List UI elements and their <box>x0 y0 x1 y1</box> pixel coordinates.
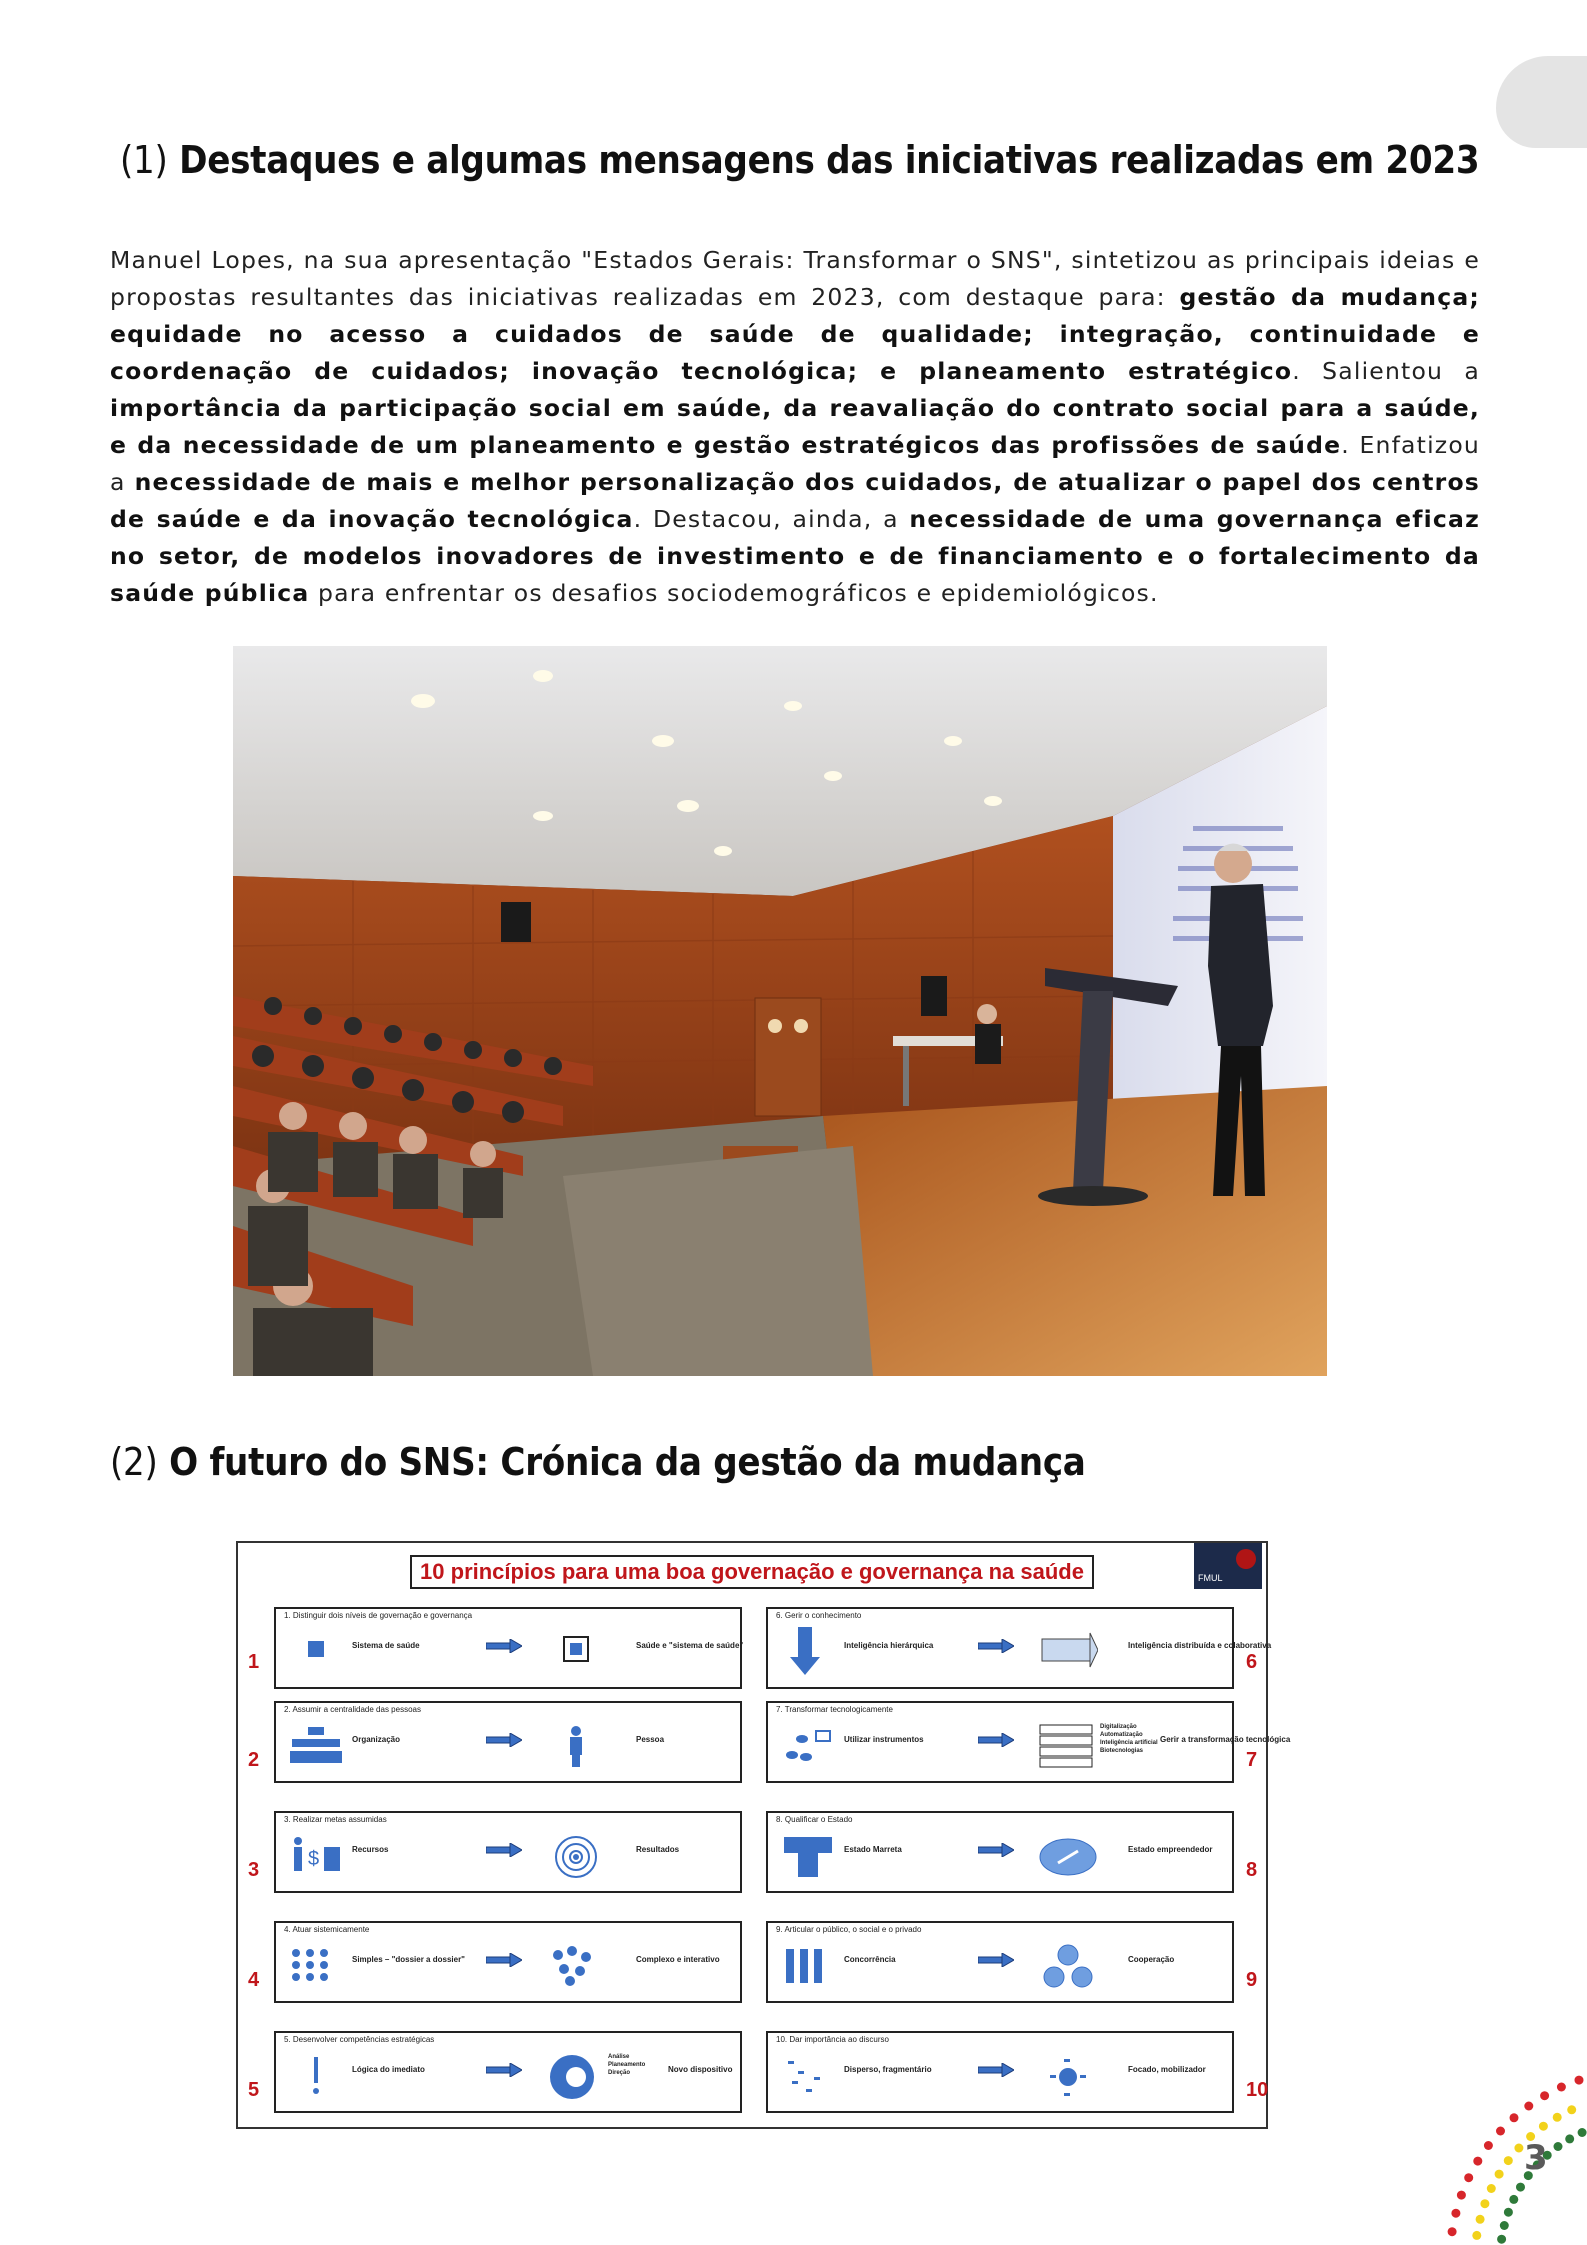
principle-from-label: Sistema de saúde <box>352 1641 420 1650</box>
page-number: 3 <box>1524 2138 1548 2178</box>
decorative-dot <box>1554 2142 1563 2151</box>
principle-number: 6 <box>1246 1651 1258 1673</box>
principle-box-8 <box>766 1811 1234 1893</box>
principle-number: 8 <box>1246 1859 1258 1881</box>
principle-left-icon <box>778 1721 838 1771</box>
section-2-title: O futuro do SNS: Crónica da gestão da mudança <box>169 1440 1086 1484</box>
section-1-number: (1) <box>120 138 168 182</box>
decorative-dotted-arcs <box>1400 1990 1587 2245</box>
principle-number: 10 <box>1246 2079 1269 2101</box>
principle-number: 3 <box>248 1859 260 1881</box>
principle-detail-item: Direção <box>608 2070 631 2076</box>
arrow-right-icon <box>978 2063 1014 2077</box>
principle-to-label: Novo dispositivo <box>668 2065 733 2074</box>
principles-diagram <box>236 1541 1291 2129</box>
principle-detail-item: Digitalização <box>1100 1724 1137 1730</box>
decorative-dot <box>1539 2122 1548 2131</box>
decorative-dot <box>1451 2209 1460 2218</box>
principle-title: 10. Dar importância ao discurso <box>776 2035 889 2044</box>
principle-to-label: Cooperação <box>1128 1955 1175 1964</box>
arrow-right-icon <box>486 1639 522 1653</box>
principle-title: 7. Transformar tecnologicamente <box>776 1705 893 1714</box>
principle-left-icon <box>778 2051 838 2101</box>
principle-detail-item: Automatização <box>1100 1732 1143 1738</box>
decorative-dot <box>1496 2127 1505 2136</box>
principle-from-label: Recursos <box>352 1845 389 1854</box>
principle-left-icon <box>286 1721 346 1771</box>
principle-right-icon <box>546 1941 606 1991</box>
arrow-right-icon <box>978 1733 1014 1747</box>
paragraph-run: . Destacou, ainda, a <box>633 505 910 533</box>
decorative-dot <box>1487 2184 1496 2193</box>
principle-to-label: Pessoa <box>636 1735 665 1744</box>
conference-photo <box>233 646 1327 1376</box>
principle-to-label: Focado, mobilizador <box>1128 2065 1206 2074</box>
principle-from-label: Concorrência <box>844 1955 896 1964</box>
decorative-dot <box>1480 2199 1489 2208</box>
decorative-dot <box>1524 2102 1533 2111</box>
decorative-dot <box>1510 2113 1519 2122</box>
principle-number: 2 <box>248 1749 260 1771</box>
conference-photo-illustration <box>233 646 1327 1376</box>
decorative-dot <box>1464 2173 1473 2182</box>
paragraph-run: . Salientou a <box>1292 357 1481 385</box>
decorative-dot <box>1553 2113 1562 2122</box>
principle-left-icon <box>286 1941 346 1991</box>
principle-box-4 <box>274 1921 742 2003</box>
principle-detail-list <box>1100 1723 1158 1755</box>
arrow-right-icon <box>978 1639 1014 1653</box>
principle-left-icon <box>286 1831 346 1881</box>
principle-to-label: Estado empreendedor <box>1128 1845 1213 1854</box>
principle-right-icon <box>546 1627 606 1677</box>
principle-to-label: Complexo e interativo <box>636 1955 720 1964</box>
principle-box-2 <box>274 1701 742 1783</box>
principle-title: 5. Desenvolver competências estratégicas <box>284 2035 435 2044</box>
principle-from-label: Disperso, fragmentário <box>844 2065 932 2074</box>
decorative-dot <box>1567 2105 1576 2114</box>
decorative-dot <box>1495 2170 1504 2179</box>
principle-box-6 <box>766 1607 1272 1689</box>
section-2-number: (2) <box>110 1440 158 1484</box>
decorative-dot <box>1497 2235 1506 2244</box>
principle-from-label: Simples – "dossier a dossier" <box>352 1955 465 1964</box>
paragraph-run: para enfrentar os desafios sociodemográficos e epidemiológicos. <box>309 579 1159 607</box>
principle-right-icon <box>1038 1831 1098 1881</box>
decorative-dot <box>1516 2183 1525 2192</box>
principle-from-label: Lógica do imediato <box>352 2065 425 2074</box>
principle-right-icon <box>1038 1721 1098 1771</box>
principle-from-label: Inteligência hierárquica <box>844 1641 934 1650</box>
principle-title: 9. Articular o público, o social e o privado <box>776 1925 922 1934</box>
principle-number: 4 <box>248 1969 260 1991</box>
decorative-dot <box>1575 2076 1584 2085</box>
principle-detail-list <box>608 2053 645 2077</box>
corner-tab-decoration <box>1496 56 1587 148</box>
arrow-right-icon <box>486 1953 522 1967</box>
arrow-right-icon <box>486 1843 522 1857</box>
principle-left-icon <box>286 2051 346 2101</box>
decorative-dot <box>1500 2221 1509 2230</box>
paragraph-run: . Enfatizou a <box>110 431 1481 496</box>
decorative-dot <box>1448 2227 1457 2236</box>
decorative-dot <box>1472 2231 1481 2240</box>
principle-left-icon <box>778 1627 838 1677</box>
principle-number: 5 <box>248 2079 260 2101</box>
principle-title: 3. Realizar metas assumidas <box>284 1815 387 1824</box>
principle-from-label: Utilizar instrumentos <box>844 1735 924 1744</box>
decorative-dot <box>1557 2083 1566 2092</box>
decorative-dot <box>1565 2134 1574 2143</box>
principle-number: 1 <box>248 1651 260 1673</box>
paragraph-run: Manuel Lopes, na sua apresentação "Estados Gerais: Transformar o SNS", sintetizou as principais ideias e propostas resultantes das iniciativas realizadas em 2023, com destaque para: <box>110 246 1480 311</box>
svg-text:$: $ <box>308 1848 320 1870</box>
arrow-right-icon <box>978 1953 1014 1967</box>
principle-detail-item: Planeamento <box>608 2062 646 2068</box>
principle-box-10 <box>766 2031 1234 2113</box>
decorative-dot <box>1473 2157 1482 2166</box>
decorative-dot <box>1504 2156 1513 2165</box>
section-2-heading <box>110 1440 1086 1484</box>
principle-to-label: Saúde e "sistema de saúde" <box>636 1641 744 1650</box>
section-1-title: Destaques e algumas mensagens das iniciativas realizadas em 2023 <box>179 138 1480 182</box>
principle-detail-item: Biotecnologias <box>1100 1748 1144 1754</box>
paragraph-bold-run: necessidade de mais e melhor personalização dos cuidados, de atualizar o papel dos centros de saúde e da inovação tecnológica <box>110 468 1480 533</box>
decorative-dot <box>1578 2128 1587 2137</box>
principle-box-3 <box>274 1811 742 1893</box>
decorative-dot <box>1457 2191 1466 2200</box>
section-1-heading <box>120 138 1479 182</box>
diagram-title: 10 princípios para uma boa governação e governança na saúde <box>410 1555 1094 1589</box>
paragraph-bold-run: importância da participação social em saúde, da reavaliação do contrato social para a saúde, e da necessidade de um planeamento e gestão estratégicos das profissões de saúde <box>110 394 1480 459</box>
decorative-dot <box>1484 2141 1493 2150</box>
principle-detail-item: Inteligência artificial <box>1100 1740 1158 1746</box>
principle-right-icon <box>1038 1627 1098 1677</box>
decorative-dot <box>1509 2195 1518 2204</box>
decorative-dot <box>1504 2208 1513 2217</box>
section-1-paragraph <box>110 242 1480 612</box>
principle-to-label: Resultados <box>636 1845 680 1854</box>
principle-box-1 <box>274 1607 742 1689</box>
principle-left-icon <box>778 1941 838 1991</box>
principle-box-5 <box>274 2031 742 2113</box>
principle-to-label: Gerir a transformação tecnológica <box>1160 1735 1291 1744</box>
paragraph-bold-run: gestão da mudança; equidade no acesso a cuidados de saúde de qualidade; integração, continuidade e coordenação de cuidados; inovação tecnológica; e planeamento estratégico <box>110 283 1480 385</box>
principle-right-icon <box>546 1831 606 1881</box>
principle-left-icon <box>778 1831 838 1881</box>
decorative-dot <box>1514 2144 1523 2153</box>
arrow-right-icon <box>486 2063 522 2077</box>
principle-title: 6. Gerir o conhecimento <box>776 1611 862 1620</box>
principle-box-9 <box>766 1921 1234 2003</box>
principle-from-label: Organização <box>352 1735 401 1744</box>
arrow-right-icon <box>486 1733 522 1747</box>
decorative-dot <box>1476 2215 1485 2224</box>
paragraph-bold-run: necessidade de uma governança eficaz no setor, de modelos inovadores de investimento e de financiamento e o fortalecimento da saúde pública <box>110 505 1480 607</box>
principle-box-7 <box>766 1701 1291 1783</box>
principle-right-icon <box>546 2051 606 2101</box>
principle-right-icon <box>1038 2051 1098 2101</box>
principle-title: 8. Qualificar o Estado <box>776 1815 853 1824</box>
principle-right-icon <box>546 1721 606 1771</box>
principle-detail-item: Análise <box>608 2054 630 2060</box>
principle-number: 9 <box>1246 1969 1258 1991</box>
principle-title: 2. Assumir a centralidade das pessoas <box>284 1705 421 1714</box>
arrow-right-icon <box>978 1843 1014 1857</box>
principle-title: 4. Atuar sistemicamente <box>284 1925 370 1934</box>
principle-title: 1. Distinguir dois níveis de governação e governança <box>284 1611 473 1620</box>
principle-left-icon <box>286 1627 346 1677</box>
fmul-logo: FMUL <box>1194 1543 1262 1589</box>
principle-right-icon <box>1038 1941 1098 1991</box>
principle-to-label: Inteligência distribuída e colaborativa <box>1128 1641 1272 1650</box>
principle-from-label: Estado Marreta <box>844 1845 902 1854</box>
decorative-dot <box>1540 2091 1549 2100</box>
principle-number: 7 <box>1246 1749 1258 1771</box>
